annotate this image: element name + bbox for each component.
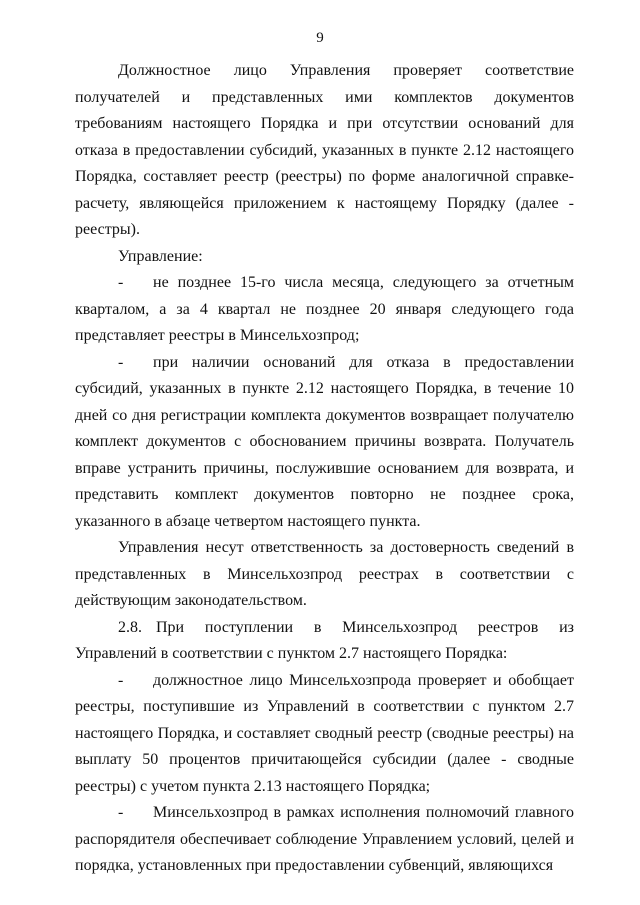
- section-number: 2.8.: [118, 618, 142, 636]
- numbered-paragraph: [75, 615, 574, 668]
- list-item: [75, 270, 574, 350]
- document-body: [75, 58, 574, 880]
- paragraph: Управления несут ответственность за достоверность сведений в представленных в Минсельхозпрод реестрах в соответствии с действующим законодательством.: [75, 539, 574, 609]
- list-marker: -: [118, 274, 124, 291]
- paragraph: Должностное лицо Управления проверяет соответствие получателей и представленных ими комплектов документов требованиям настоящего Порядка и при отсутствии оснований для отказа в предоставлении субсидий, указанных в пункте 2.12 настоящего Порядка, составляет реестр (реестры) по форме аналогичной справке-расчету, являющейся приложением к настоящему Порядку (далее - реестры).: [75, 62, 574, 238]
- list-item: [75, 350, 574, 536]
- list-item-text: должностное лицо Минсельхозпрода проверяет и обобщает реестры, поступившие из Управлений в соответствии с пунктом 2.7 настоящего Порядка, и составляет сводный реестр (сводные реестры) на выплату 50 процентов причитающейся субсидии (далее - сводные реестры) с учетом пункта 2.13 настоящего Порядка;: [75, 671, 574, 795]
- list-marker: -: [118, 804, 124, 821]
- list-item-text: при наличии оснований для отказа в предоставлении субсидий, указанных в пункте 2.12 настоящего Порядка, в течение 10 дней со дня регистрации комплекта документов возвращает получателю комплект документов с обоснованием причины возврата. Получатель вправе устранить причины, послужившие основанием для возврата, и представить комплект документов повторно не позднее срока, указанного в абзаце четвертом настоящего пункта.: [75, 353, 574, 530]
- list-marker: -: [118, 671, 124, 689]
- list-marker: -: [118, 353, 124, 371]
- paragraph: Управление:: [118, 247, 203, 265]
- list-item-text: не позднее 15-го числа месяца, следующего за отчетным кварталом, а за 4 квартал не позднее 20 января следующего года представляет реестры в Минсельхозпрод;: [75, 274, 574, 344]
- list-item: [75, 800, 574, 880]
- numbered-paragraph-text: При поступлении в Минсельхозпрод реестров из Управлений в соответствии с пунктом 2.7 настоящего Порядка:: [75, 618, 574, 662]
- list-item: [75, 668, 574, 801]
- list-item-text: Минсельхозпрод в рамках исполнения полномочий главного распорядителя обеспечивает соблюдение Управлением условий, целей и порядка, установленных при предоставлении субвенций, являющихся: [75, 804, 574, 874]
- page-number: 9: [316, 30, 324, 46]
